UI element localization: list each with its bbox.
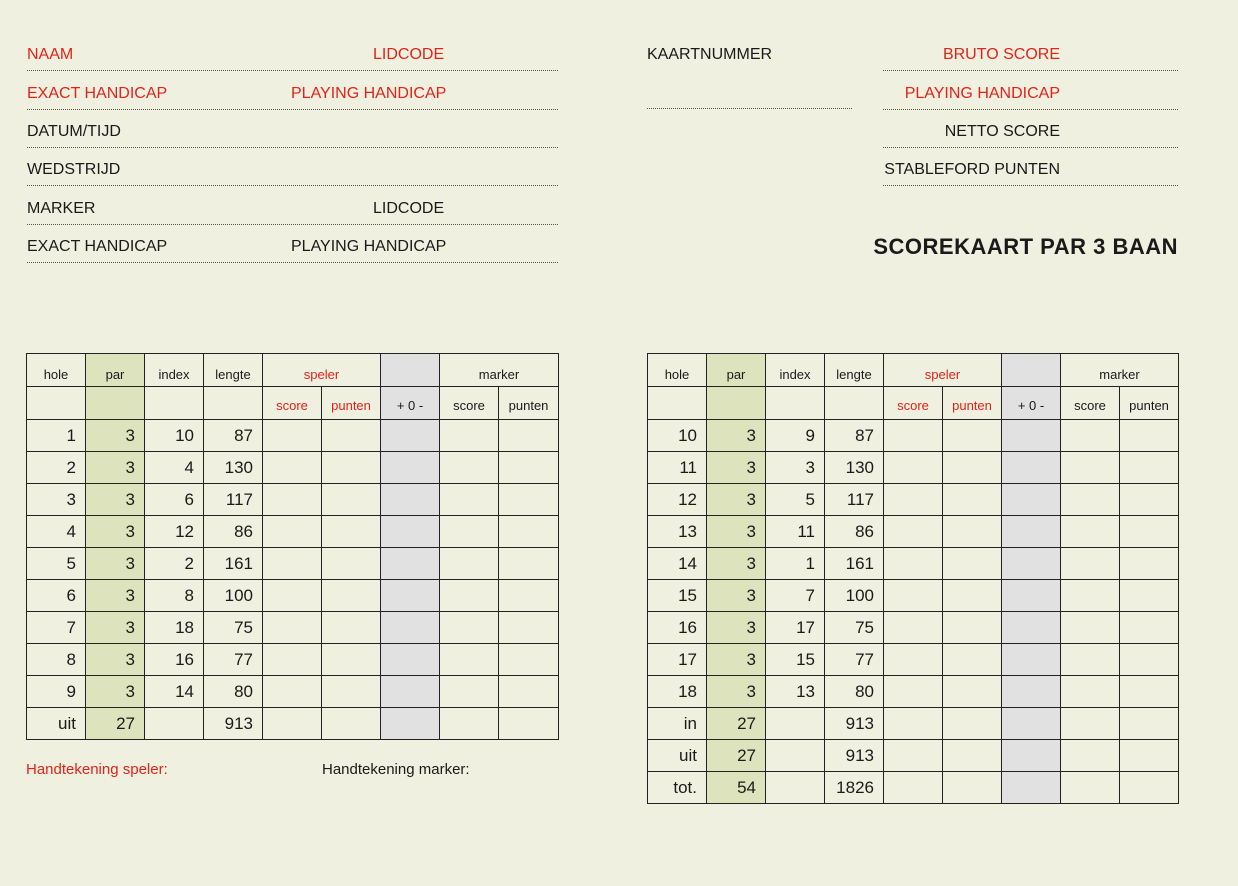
hole-cell: 7 [27, 612, 86, 644]
total-row [648, 772, 1179, 804]
col-marker-punten-header: punten [499, 387, 559, 420]
par-cell: 3 [707, 548, 766, 580]
speler-score-cell[interactable] [884, 644, 943, 676]
hole-row [27, 420, 559, 452]
index-cell: 9 [766, 420, 825, 452]
speler-punten-cell[interactable] [943, 420, 1002, 452]
hole-cell: 2 [27, 452, 86, 484]
hole-row [648, 644, 1179, 676]
hole-cell: in [648, 708, 707, 740]
index-cell [766, 740, 825, 772]
speler-score-cell[interactable] [263, 452, 322, 484]
speler-score-cell[interactable] [884, 516, 943, 548]
speler-punten-cell[interactable] [322, 676, 381, 708]
lengte-cell: 117 [204, 484, 263, 516]
par-cell: 3 [707, 676, 766, 708]
hole-row [27, 580, 559, 612]
hole-cell: 3 [27, 484, 86, 516]
lengte-cell: 130 [204, 452, 263, 484]
hole-cell: 17 [648, 644, 707, 676]
marker-score-cell[interactable] [1061, 580, 1120, 612]
total-row [648, 740, 1179, 772]
speler-score-cell[interactable] [884, 452, 943, 484]
par-cell: 54 [707, 772, 766, 804]
lengte-cell: 913 [825, 708, 884, 740]
marker-field[interactable] [27, 224, 558, 225]
speler-score-cell[interactable] [263, 676, 322, 708]
blank-par-cell [707, 387, 766, 420]
col-plusminus-header-top [381, 354, 440, 387]
hole-cell: 12 [648, 484, 707, 516]
blank-cell [825, 387, 884, 420]
index-cell: 6 [145, 484, 204, 516]
hole-row [27, 676, 559, 708]
speler-punten-cell[interactable] [322, 420, 381, 452]
marker-punten-cell[interactable] [1120, 708, 1179, 740]
wedstrijd-label: WEDSTRIJD [27, 161, 121, 178]
col-speler-score-header: score [263, 387, 322, 420]
marker-punten-cell[interactable] [1120, 420, 1179, 452]
speler-score-cell[interactable] [263, 516, 322, 548]
kaartnummer-field[interactable] [647, 108, 852, 109]
hole-row [27, 644, 559, 676]
hole-cell: 8 [27, 644, 86, 676]
datum-tijd-field[interactable] [27, 147, 558, 148]
par-cell: 3 [707, 612, 766, 644]
speler-score-cell[interactable] [884, 708, 943, 740]
par-cell: 3 [707, 580, 766, 612]
speler-score-cell[interactable] [884, 772, 943, 804]
marker-punten-cell[interactable] [499, 452, 559, 484]
hole-cell: tot. [648, 772, 707, 804]
hole-row [648, 420, 1179, 452]
col-index-header: index [145, 354, 204, 387]
blank-cell [27, 387, 86, 420]
exact-handicap-label: EXACT HANDICAP [27, 85, 168, 102]
marker-punten-cell[interactable] [1120, 772, 1179, 804]
col-hole-header: hole [648, 354, 707, 387]
hole-row [648, 612, 1179, 644]
bruto-score-field[interactable] [883, 70, 1178, 71]
hole-cell: 11 [648, 452, 707, 484]
marker-score-cell[interactable] [440, 452, 499, 484]
marker-punten-cell[interactable] [1120, 548, 1179, 580]
index-cell: 10 [145, 420, 204, 452]
marker-score-cell[interactable] [1061, 708, 1120, 740]
marker-playing-handicap-label: PLAYING HANDICAP [291, 238, 447, 255]
speler-score-cell[interactable] [884, 612, 943, 644]
speler-score-cell[interactable] [263, 612, 322, 644]
col-lengte-header: lengte [204, 354, 263, 387]
speler-punten-cell[interactable] [322, 452, 381, 484]
header-row [27, 354, 559, 387]
speler-punten-cell[interactable] [322, 580, 381, 612]
blank-cell [145, 387, 204, 420]
col-plusminus-header: + 0 - [1002, 387, 1061, 420]
speler-punten-cell[interactable] [943, 548, 1002, 580]
lengte-cell: 86 [825, 516, 884, 548]
par-cell: 3 [707, 644, 766, 676]
hole-cell: 18 [648, 676, 707, 708]
hole-row [27, 612, 559, 644]
hole-row [648, 676, 1179, 708]
col-par-header: par [707, 354, 766, 387]
blank-cell [766, 387, 825, 420]
par-cell: 3 [86, 580, 145, 612]
plusminus-cell[interactable] [381, 548, 440, 580]
index-cell: 15 [766, 644, 825, 676]
index-cell [145, 708, 204, 740]
par-cell: 3 [707, 516, 766, 548]
marker-score-cell[interactable] [440, 644, 499, 676]
marker-score-cell[interactable] [440, 708, 499, 740]
par-cell: 3 [86, 420, 145, 452]
lengte-cell: 1826 [825, 772, 884, 804]
plusminus-cell[interactable] [1002, 484, 1061, 516]
hole-cell: 16 [648, 612, 707, 644]
speler-punten-cell[interactable] [943, 452, 1002, 484]
scorecard-title: SCOREKAART PAR 3 BAAN [873, 234, 1178, 259]
marker-punten-cell[interactable] [499, 708, 559, 740]
col-plusminus-header-top [1002, 354, 1061, 387]
speler-punten-cell[interactable] [943, 612, 1002, 644]
marker-punten-cell[interactable] [1120, 676, 1179, 708]
marker-score-cell[interactable] [440, 676, 499, 708]
subheader-row [648, 387, 1179, 420]
lengte-cell: 77 [204, 644, 263, 676]
col-marker-punten-header: punten [1120, 387, 1179, 420]
par-cell: 3 [707, 484, 766, 516]
par-cell: 3 [86, 516, 145, 548]
marker-punten-cell[interactable] [499, 676, 559, 708]
hole-cell: 13 [648, 516, 707, 548]
speler-punten-cell[interactable] [322, 548, 381, 580]
marker-handicap-field[interactable] [27, 262, 558, 263]
speler-score-cell[interactable] [263, 580, 322, 612]
speler-score-cell[interactable] [884, 548, 943, 580]
lengte-cell: 80 [204, 676, 263, 708]
marker-score-cell[interactable] [1061, 420, 1120, 452]
index-cell: 8 [145, 580, 204, 612]
plusminus-cell[interactable] [1002, 708, 1061, 740]
marker-label: MARKER [27, 200, 96, 217]
stableford-punten-label: STABLEFORD PUNTEN [884, 161, 1060, 178]
hole-cell: 5 [27, 548, 86, 580]
marker-score-cell[interactable] [440, 420, 499, 452]
par-cell: 3 [86, 548, 145, 580]
col-hole-header: hole [27, 354, 86, 387]
col-speler-punten-header: punten [322, 387, 381, 420]
par-cell: 3 [707, 452, 766, 484]
total-row [27, 708, 559, 740]
lengte-cell: 161 [204, 548, 263, 580]
par-cell: 3 [86, 644, 145, 676]
index-cell: 16 [145, 644, 204, 676]
marker-punten-cell[interactable] [499, 484, 559, 516]
col-speler-header: speler [263, 354, 381, 387]
plusminus-cell[interactable] [381, 420, 440, 452]
hole-row [648, 580, 1179, 612]
marker-punten-cell[interactable] [1120, 740, 1179, 772]
plusminus-cell[interactable] [1002, 548, 1061, 580]
marker-score-cell[interactable] [1061, 452, 1120, 484]
signature-marker-label: Handtekening marker: [322, 761, 470, 778]
index-cell [766, 772, 825, 804]
marker-score-cell[interactable] [440, 612, 499, 644]
marker-score-cell[interactable] [1061, 484, 1120, 516]
total-row [648, 708, 1179, 740]
par-cell: 3 [707, 420, 766, 452]
marker-punten-cell[interactable] [1120, 516, 1179, 548]
col-par-header: par [86, 354, 145, 387]
plusminus-cell[interactable] [381, 452, 440, 484]
handicap-field[interactable] [27, 109, 558, 110]
marker-punten-cell[interactable] [1120, 644, 1179, 676]
marker-punten-cell[interactable] [1120, 580, 1179, 612]
col-index-header: index [766, 354, 825, 387]
hole-cell: uit [27, 708, 86, 740]
plusminus-cell[interactable] [381, 708, 440, 740]
lengte-cell: 913 [825, 740, 884, 772]
hole-cell: 9 [27, 676, 86, 708]
col-speler-score-header: score [884, 387, 943, 420]
marker-score-cell[interactable] [1061, 676, 1120, 708]
hole-row [648, 484, 1179, 516]
index-cell: 18 [145, 612, 204, 644]
marker-score-cell[interactable] [1061, 772, 1120, 804]
plusminus-cell[interactable] [381, 612, 440, 644]
speler-punten-cell[interactable] [322, 644, 381, 676]
plusminus-cell[interactable] [381, 644, 440, 676]
front-nine-table [26, 353, 559, 740]
stableford-punten-field[interactable] [883, 185, 1178, 186]
hole-cell: 6 [27, 580, 86, 612]
par-cell: 3 [86, 676, 145, 708]
kaartnummer-label: KAARTNUMMER [647, 46, 773, 63]
speler-punten-cell[interactable] [943, 676, 1002, 708]
speler-punten-cell[interactable] [943, 516, 1002, 548]
speler-score-cell[interactable] [884, 580, 943, 612]
playing-handicap-label: PLAYING HANDICAP [291, 85, 447, 102]
lengte-cell: 86 [204, 516, 263, 548]
lengte-cell: 77 [825, 644, 884, 676]
header-row [648, 354, 1179, 387]
col-speler-punten-header: punten [943, 387, 1002, 420]
marker-punten-cell[interactable] [499, 516, 559, 548]
lengte-cell: 87 [825, 420, 884, 452]
speler-score-cell[interactable] [884, 740, 943, 772]
index-cell: 12 [145, 516, 204, 548]
wedstrijd-field[interactable] [27, 185, 558, 186]
marker-score-cell[interactable] [1061, 740, 1120, 772]
speler-score-cell[interactable] [884, 484, 943, 516]
index-cell: 17 [766, 612, 825, 644]
index-cell: 14 [145, 676, 204, 708]
speler-punten-cell[interactable] [322, 484, 381, 516]
signature-speler-label: Handtekening speler: [26, 761, 168, 778]
plusminus-cell[interactable] [1002, 644, 1061, 676]
col-speler-header: speler [884, 354, 1002, 387]
par-cell: 27 [86, 708, 145, 740]
speler-score-cell[interactable] [263, 708, 322, 740]
marker-score-cell[interactable] [440, 516, 499, 548]
marker-exact-handicap-label: EXACT HANDICAP [27, 238, 168, 255]
marker-punten-cell[interactable] [499, 612, 559, 644]
plusminus-cell[interactable] [1002, 452, 1061, 484]
plusminus-cell[interactable] [381, 484, 440, 516]
speler-punten-cell[interactable] [943, 708, 1002, 740]
speler-punten-cell[interactable] [322, 516, 381, 548]
marker-score-cell[interactable] [440, 580, 499, 612]
blank-cell [204, 387, 263, 420]
subheader-row [27, 387, 559, 420]
marker-punten-cell[interactable] [499, 644, 559, 676]
par-cell: 27 [707, 740, 766, 772]
marker-punten-cell[interactable] [499, 548, 559, 580]
speler-punten-cell[interactable] [943, 740, 1002, 772]
lengte-cell: 75 [204, 612, 263, 644]
hole-row [27, 516, 559, 548]
index-cell: 7 [766, 580, 825, 612]
col-marker-header: marker [1061, 354, 1179, 387]
speler-punten-cell[interactable] [943, 580, 1002, 612]
index-cell: 13 [766, 676, 825, 708]
plusminus-cell[interactable] [381, 580, 440, 612]
plusminus-cell[interactable] [1002, 580, 1061, 612]
marker-score-cell[interactable] [1061, 644, 1120, 676]
speler-score-cell[interactable] [263, 484, 322, 516]
plusminus-cell[interactable] [1002, 740, 1061, 772]
blank-cell [648, 387, 707, 420]
marker-lidcode-label: LIDCODE [373, 200, 445, 217]
right-playing-handicap-label: PLAYING HANDICAP [904, 85, 1060, 102]
lidcode-label: LIDCODE [373, 46, 445, 63]
speler-score-cell[interactable] [884, 420, 943, 452]
marker-punten-cell[interactable] [1120, 484, 1179, 516]
par-cell: 3 [86, 452, 145, 484]
index-cell: 5 [766, 484, 825, 516]
hole-cell: 14 [648, 548, 707, 580]
marker-score-cell[interactable] [440, 484, 499, 516]
back-nine-table [647, 353, 1179, 804]
col-plusminus-header: + 0 - [381, 387, 440, 420]
marker-punten-cell[interactable] [499, 580, 559, 612]
netto-score-label: NETTO SCORE [944, 123, 1060, 140]
hole-row [27, 548, 559, 580]
hole-cell: uit [648, 740, 707, 772]
blank-par-cell [86, 387, 145, 420]
plusminus-cell[interactable] [1002, 676, 1061, 708]
hole-row [648, 452, 1179, 484]
naam-label: NAAM [27, 46, 74, 63]
index-cell: 3 [766, 452, 825, 484]
hole-row [27, 484, 559, 516]
netto-score-field[interactable] [883, 147, 1178, 148]
speler-score-cell[interactable] [263, 420, 322, 452]
index-cell: 1 [766, 548, 825, 580]
col-marker-header: marker [440, 354, 559, 387]
plusminus-cell[interactable] [381, 516, 440, 548]
hole-cell: 4 [27, 516, 86, 548]
marker-score-cell[interactable] [1061, 548, 1120, 580]
plusminus-cell[interactable] [1002, 612, 1061, 644]
plusminus-cell[interactable] [381, 676, 440, 708]
lengte-cell: 130 [825, 452, 884, 484]
marker-punten-cell[interactable] [1120, 452, 1179, 484]
datum-tijd-label: DATUM/TIJD [27, 123, 121, 140]
marker-score-cell[interactable] [440, 548, 499, 580]
lengte-cell: 117 [825, 484, 884, 516]
plusminus-cell[interactable] [1002, 420, 1061, 452]
lengte-cell: 87 [204, 420, 263, 452]
speler-punten-cell[interactable] [943, 772, 1002, 804]
par-cell: 3 [86, 484, 145, 516]
lengte-cell: 100 [204, 580, 263, 612]
bruto-score-label: BRUTO SCORE [942, 46, 1060, 63]
hole-row [648, 516, 1179, 548]
speler-score-cell[interactable] [263, 548, 322, 580]
speler-punten-cell[interactable] [322, 708, 381, 740]
par-cell: 3 [86, 612, 145, 644]
marker-score-cell[interactable] [1061, 516, 1120, 548]
lengte-cell: 913 [204, 708, 263, 740]
speler-punten-cell[interactable] [943, 484, 1002, 516]
hole-cell: 10 [648, 420, 707, 452]
hole-cell: 1 [27, 420, 86, 452]
lengte-cell: 100 [825, 580, 884, 612]
speler-score-cell[interactable] [884, 676, 943, 708]
plusminus-cell[interactable] [1002, 772, 1061, 804]
speler-score-cell[interactable] [263, 644, 322, 676]
lengte-cell: 80 [825, 676, 884, 708]
index-cell: 4 [145, 452, 204, 484]
lengte-cell: 75 [825, 612, 884, 644]
right-playing-handicap-field[interactable] [883, 109, 1178, 110]
marker-score-cell[interactable] [1061, 612, 1120, 644]
col-lengte-header: lengte [825, 354, 884, 387]
index-cell: 11 [766, 516, 825, 548]
plusminus-cell[interactable] [1002, 516, 1061, 548]
marker-punten-cell[interactable] [1120, 612, 1179, 644]
col-marker-score-header: score [440, 387, 499, 420]
marker-punten-cell[interactable] [499, 420, 559, 452]
hole-row [648, 548, 1179, 580]
index-cell: 2 [145, 548, 204, 580]
speler-punten-cell[interactable] [943, 644, 1002, 676]
lengte-cell: 161 [825, 548, 884, 580]
col-marker-score-header: score [1061, 387, 1120, 420]
speler-punten-cell[interactable] [322, 612, 381, 644]
hole-cell: 15 [648, 580, 707, 612]
index-cell [766, 708, 825, 740]
hole-row [27, 452, 559, 484]
naam-field[interactable] [27, 70, 558, 71]
par-cell: 27 [707, 708, 766, 740]
